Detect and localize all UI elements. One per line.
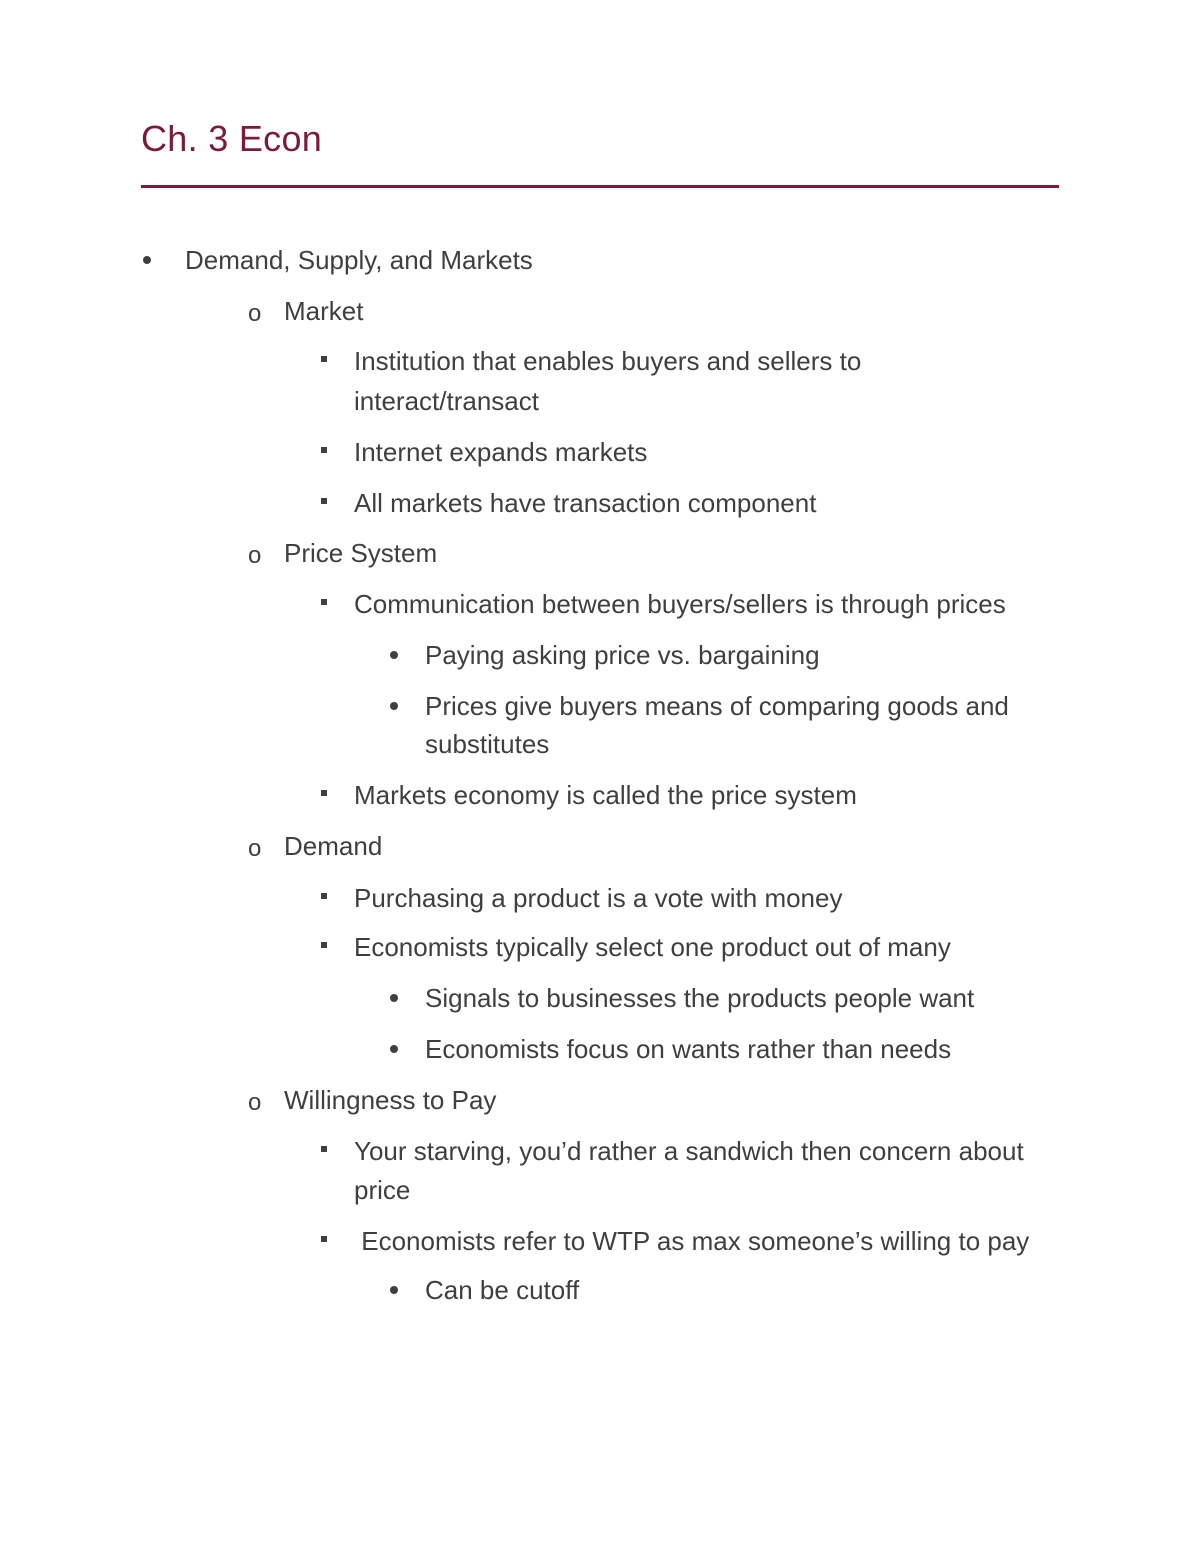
outline-item-price-system: Price System <box>284 538 438 568</box>
bullet-square-icon <box>321 498 327 504</box>
outline-item-asking-price: Paying asking price vs. bargaining <box>425 640 820 670</box>
outline-item-market-institution-cont: interact/transact <box>354 386 539 416</box>
bullet-square-icon <box>321 1146 327 1152</box>
bullet-dot-icon <box>143 256 151 264</box>
bullet-square-icon <box>321 942 327 948</box>
outline-item-comparing-goods: Prices give buyers means of comparing goods and <box>425 691 1009 721</box>
bullet-square-icon <box>321 893 327 899</box>
outline-item-communication-prices: Communication between buyers/sellers is through prices <box>354 589 1006 619</box>
page-title: Ch. 3 Econ <box>141 118 323 159</box>
bullet-circle-icon: o <box>248 1089 262 1116</box>
title-divider <box>141 185 1059 188</box>
bullet-square-icon <box>321 790 327 796</box>
bullet-circle-icon: o <box>248 835 262 862</box>
bullet-dot-icon <box>390 1045 398 1053</box>
bullet-circle-icon: o <box>248 542 262 569</box>
outline-item-wants-vs-needs: Economists focus on wants rather than needs <box>425 1034 952 1064</box>
outline-item-internet-expands: Internet expands markets <box>354 437 648 467</box>
outline-item-starving-sandwich: Your starving, you’d rather a sandwich then concern about <box>354 1136 1024 1166</box>
outline-item-transaction-component: All markets have transaction component <box>354 488 817 518</box>
outline-item-market-institution: Institution that enables buyers and sellers to <box>354 346 862 376</box>
bullet-dot-icon <box>390 651 398 659</box>
outline-item-select-one-product: Economists typically select one product out of many <box>354 932 951 962</box>
outline-item-signals-businesses: Signals to businesses the products people want <box>425 983 975 1013</box>
outline-item-price-system-definition: Markets economy is called the price system <box>354 780 857 810</box>
bullet-dot-icon <box>390 1286 398 1294</box>
bullet-square-icon <box>321 1236 327 1242</box>
outline-item-comparing-goods-cont: substitutes <box>425 729 550 759</box>
outline-item-demand: Demand <box>284 831 383 861</box>
outline-item-wtp-definition: Economists refer to WTP as max someone’s willing to pay <box>354 1226 1030 1256</box>
bullet-square-icon <box>321 356 327 362</box>
bullet-square-icon <box>321 447 327 453</box>
bullet-dot-icon <box>390 994 398 1002</box>
bullet-square-icon <box>321 599 327 605</box>
outline-item-market: Market <box>284 296 364 326</box>
outline-item-demand-supply-markets: Demand, Supply, and Markets <box>185 245 533 275</box>
outline-item-willingness-to-pay: Willingness to Pay <box>284 1085 497 1115</box>
outline-item-starving-sandwich-cont: price <box>354 1175 411 1205</box>
outline-item-vote-with-money: Purchasing a product is a vote with money <box>354 883 843 913</box>
bullet-dot-icon <box>390 702 398 710</box>
outline-item-cutoff: Can be cutoff <box>425 1275 580 1305</box>
bullet-circle-icon: o <box>248 300 262 327</box>
